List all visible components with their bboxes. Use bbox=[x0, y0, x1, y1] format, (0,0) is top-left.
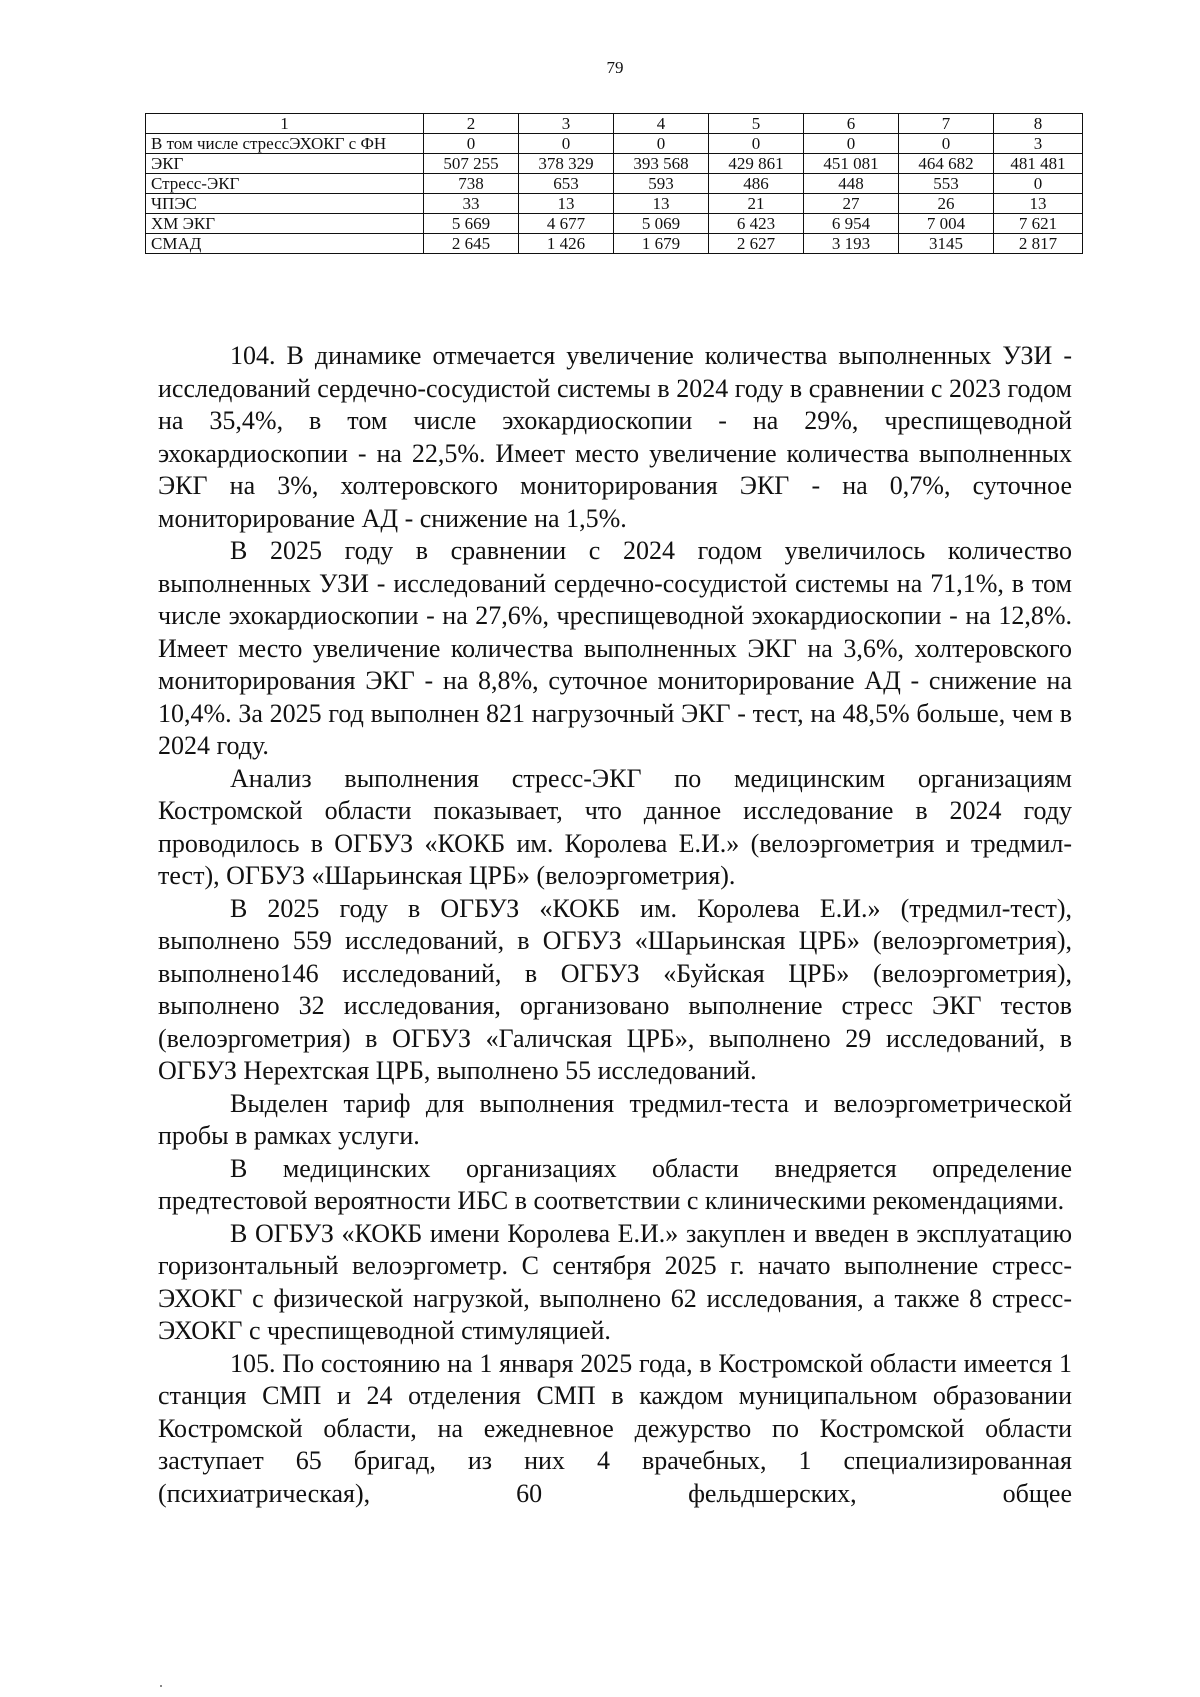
table-cell: 653 bbox=[519, 174, 614, 194]
table-cell: 486 bbox=[709, 174, 804, 194]
table-cell: 13 bbox=[519, 194, 614, 214]
table-cell: 481 481 bbox=[994, 154, 1083, 174]
table-cell: 3 bbox=[994, 134, 1083, 154]
table-cell: 2 627 bbox=[709, 234, 804, 254]
table-cell: 0 bbox=[994, 174, 1083, 194]
paragraph: В 2025 году в сравнении с 2024 годом увеличилось количество выполненных УЗИ - исследований сердечно-сосудистой системы на 71,1%, в том числе эхокардиоскопии - на 27,6%, чреспищеводной эхокардиоскопии - на 12,8%. Имеет место увеличение количества выполненных ЭКГ на 3,6%, холтеровского мониторирования ЭКГ - на 8,8%, суточное мониторирование АД - снижение на 10,4%. За 2025 год выполнен 821 нагрузочный ЭКГ - тест, на 48,5% больше, чем в 2024 году. bbox=[158, 536, 1072, 760]
table-row-label: ЧПЭС bbox=[146, 194, 424, 214]
table-row-label: В том числе стрессЭХОКГ с ФН bbox=[146, 134, 424, 154]
table-cell: 7 621 bbox=[994, 214, 1083, 234]
table-cell: 464 682 bbox=[899, 154, 994, 174]
table-header-cell: 5 bbox=[709, 114, 804, 134]
table-cell: 738 bbox=[424, 174, 519, 194]
table-cell: 3145 bbox=[899, 234, 994, 254]
table-cell: 0 bbox=[519, 134, 614, 154]
table-cell: 553 bbox=[899, 174, 994, 194]
table-cell: 0 bbox=[424, 134, 519, 154]
table-cell: 21 bbox=[709, 194, 804, 214]
table-cell: 13 bbox=[614, 194, 709, 214]
table-row bbox=[146, 234, 1083, 254]
document-body bbox=[158, 340, 1072, 1510]
table-row bbox=[146, 194, 1083, 214]
table-cell: 33 bbox=[424, 194, 519, 214]
table-cell: 0 bbox=[709, 134, 804, 154]
paragraph: В медицинских организациях области внедряется определение предтестовой вероятности ИБС в соответствии с клиническими рекомендациями. bbox=[158, 1153, 1072, 1215]
table-header-cell: 1 bbox=[146, 114, 424, 134]
scan-mark bbox=[160, 1685, 162, 1687]
table-cell: 3 193 bbox=[804, 234, 899, 254]
table-row-label: СМАД bbox=[146, 234, 424, 254]
table-header-row bbox=[146, 114, 1083, 134]
table-cell: 13 bbox=[994, 194, 1083, 214]
table-header-cell: 8 bbox=[994, 114, 1083, 134]
paragraph: В 2025 году в ОГБУЗ «КОКБ им. Королева Е.И.» (тредмил-тест), выполнено 559 исследований, в ОГБУЗ «Шарьинская ЦРБ» (велоэргометрия), выполнено146 исследований, в ОГБУЗ «Буйская ЦРБ» (велоэргометрия), выполнено 32 исследования, организовано выполнение стресс ЭКГ тестов (велоэргометрия) в ОГБУЗ «Галичская ЦРБ», выполнено 29 исследований, в ОГБУЗ Нерехтская ЦРБ, выполнено 55 исследований. bbox=[158, 893, 1072, 1085]
table-row bbox=[146, 214, 1083, 234]
paragraph: Анализ выполнения стресс-ЭКГ по медицинским организациям Костромской области показывает, что данное исследование в 2024 году проводилось в ОГБУЗ «КОКБ им. Королева Е.И.» (велоэргометрия и тредмил-тест), ОГБУЗ «Шарьинская ЦРБ» (велоэргометрия). bbox=[158, 763, 1072, 890]
table-cell: 5 669 bbox=[424, 214, 519, 234]
table-row bbox=[146, 174, 1083, 194]
table-header-cell: 2 bbox=[424, 114, 519, 134]
table-cell: 6 423 bbox=[709, 214, 804, 234]
table-header-cell: 6 bbox=[804, 114, 899, 134]
table-cell: 2 645 bbox=[424, 234, 519, 254]
paragraph-105: 105. По состоянию на 1 января 2025 года, в Костромской области имеется 1 станция СМП и 24 отделения СМП в каждом муниципальном образовании Костромской области, на ежедневное дежурство по Костромской области заступает 65 бригад, из них 4 врачебных, 1 специализированная (психиатрическая), 60 фельдшерских, общее bbox=[158, 1348, 1072, 1508]
table-row bbox=[146, 154, 1083, 174]
table-cell: 0 bbox=[614, 134, 709, 154]
table-row-label: ЭКГ bbox=[146, 154, 424, 174]
statistics-table bbox=[145, 113, 1083, 254]
table-row bbox=[146, 134, 1083, 154]
table-cell: 5 069 bbox=[614, 214, 709, 234]
table-row-label: Стресс-ЭКГ bbox=[146, 174, 424, 194]
table-cell: 378 329 bbox=[519, 154, 614, 174]
table-cell: 0 bbox=[899, 134, 994, 154]
table-cell: 0 bbox=[804, 134, 899, 154]
table-cell: 393 568 bbox=[614, 154, 709, 174]
table-cell: 507 255 bbox=[424, 154, 519, 174]
table-cell: 451 081 bbox=[804, 154, 899, 174]
table-cell: 27 bbox=[804, 194, 899, 214]
table-cell: 429 861 bbox=[709, 154, 804, 174]
table-row-label: ХМ ЭКГ bbox=[146, 214, 424, 234]
table-cell: 7 004 bbox=[899, 214, 994, 234]
table-cell: 6 954 bbox=[804, 214, 899, 234]
table-cell: 1 679 bbox=[614, 234, 709, 254]
paragraph-104: 104. В динамике отмечается увеличение количества выполненных УЗИ - исследований сердечно-сосудистой системы в 2024 году в сравнении с 2023 годом на 35,4%, в том числе эхокардиоскопии - на 29%, чреспищеводной эхокардиоскопии - на 22,5%. Имеет место увеличение количества выполненных ЭКГ на 3%, холтеровского мониторирования ЭКГ - на 0,7%, суточное мониторирование АД - снижение на 1,5%. bbox=[158, 341, 1072, 533]
table-cell: 593 bbox=[614, 174, 709, 194]
table-cell: 1 426 bbox=[519, 234, 614, 254]
table-header-cell: 7 bbox=[899, 114, 994, 134]
table-cell: 4 677 bbox=[519, 214, 614, 234]
paragraph: Выделен тариф для выполнения тредмил-теста и велоэргометрической пробы в рамках услуги. bbox=[158, 1088, 1072, 1150]
table-header-cell: 4 bbox=[614, 114, 709, 134]
table-cell: 2 817 bbox=[994, 234, 1083, 254]
table-cell: 26 bbox=[899, 194, 994, 214]
table-header-cell: 3 bbox=[519, 114, 614, 134]
paragraph: В ОГБУЗ «КОКБ имени Королева Е.И.» закуплен и введен в эксплуатацию горизонтальный велоэргометр. С сентября 2025 г. начато выполнение стресс-ЭХОКГ с физической нагрузкой, выполнено 62 исследования, а также 8 стресс-ЭХОКГ с чреспищеводной стимуляцией. bbox=[158, 1218, 1072, 1345]
table-cell: 448 bbox=[804, 174, 899, 194]
page-number: 79 bbox=[606, 58, 624, 77]
